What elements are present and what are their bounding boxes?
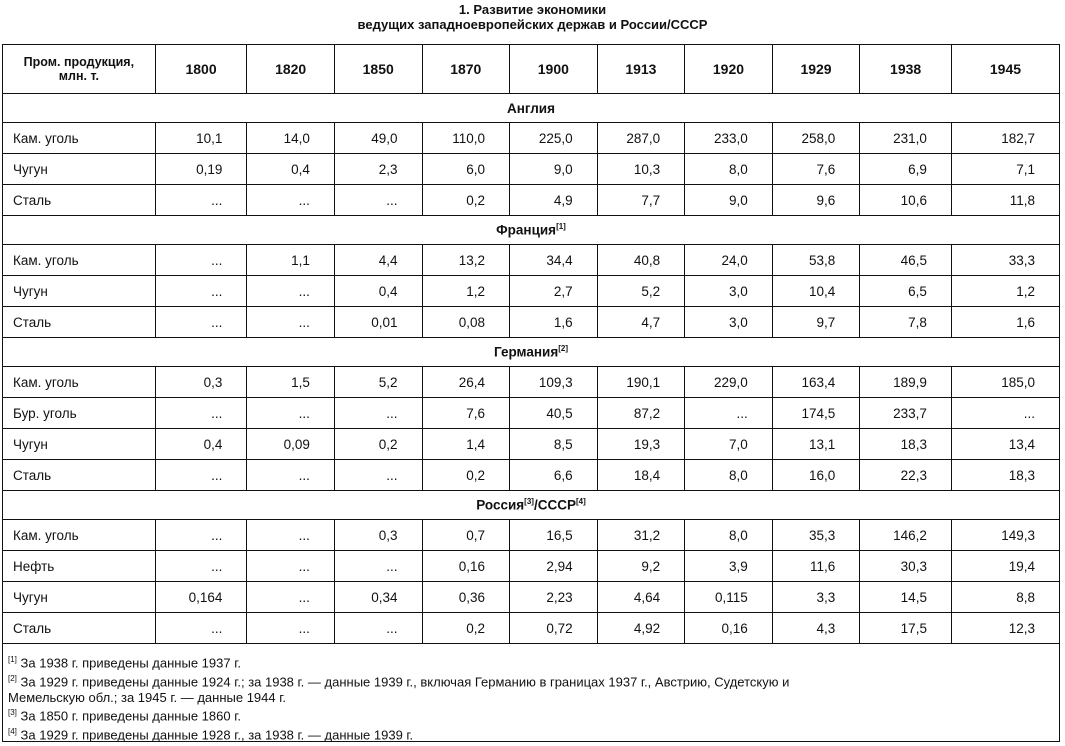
row-label: Сталь <box>3 185 156 216</box>
table-cell: ... <box>155 307 247 338</box>
year-header: 1800 <box>155 45 247 94</box>
table-cell: 10,1 <box>155 123 247 154</box>
title-line-2: ведущих западноевропейских держав и России/СССР <box>357 17 708 32</box>
table-cell: 8,0 <box>685 520 773 551</box>
table-cell: 3,0 <box>685 307 773 338</box>
table-row <box>3 185 1060 216</box>
table-cell: 12,3 <box>951 613 1059 644</box>
row-label: Сталь <box>3 307 156 338</box>
table-cell: 8,0 <box>685 460 773 491</box>
table-title <box>0 2 1065 32</box>
footnote-mark: [1] <box>8 655 17 664</box>
table-cell: 18,4 <box>597 460 685 491</box>
table-cell: 6,5 <box>860 276 952 307</box>
table-row <box>3 276 1060 307</box>
table-cell: 87,2 <box>597 398 685 429</box>
table-cell: 110,0 <box>422 123 510 154</box>
year-header: 1870 <box>422 45 510 94</box>
table-row <box>3 367 1060 398</box>
table-cell: ... <box>247 276 335 307</box>
year-header: 1913 <box>597 45 685 94</box>
table-cell: 7,1 <box>951 154 1059 185</box>
section-footnote-mark: [4] <box>575 497 586 507</box>
footnote-mark: [3] <box>8 708 17 718</box>
table-row <box>3 398 1060 429</box>
section-footnote-mark: [1] <box>556 222 566 232</box>
table-cell: 4,7 <box>597 307 685 338</box>
section-title <box>3 338 1060 367</box>
corner-line-2: млн. т. <box>58 69 99 83</box>
table-cell: 233,7 <box>860 398 952 429</box>
table-cell: 287,0 <box>597 123 685 154</box>
table-cell: 9,7 <box>772 307 860 338</box>
row-label: Сталь <box>3 613 156 644</box>
table-cell: 258,0 <box>772 123 860 154</box>
table-cell: 2,3 <box>334 154 422 185</box>
row-label: Кам. уголь <box>3 245 156 276</box>
table-cell: 5,2 <box>334 367 422 398</box>
table-cell: 7,6 <box>422 398 510 429</box>
table-cell: 0,36 <box>422 582 510 613</box>
table-cell: 146,2 <box>860 520 952 551</box>
table-cell: 174,5 <box>772 398 860 429</box>
section-title <box>3 491 1060 520</box>
table-cell: 0,3 <box>334 520 422 551</box>
table-row <box>3 429 1060 460</box>
table-cell: 9,0 <box>685 185 773 216</box>
section-footnote-mark: [3] <box>524 497 534 507</box>
table-cell: 1,5 <box>247 367 335 398</box>
section-title <box>3 216 1060 245</box>
table-cell: 0,3 <box>155 367 247 398</box>
table-cell: 7,8 <box>860 307 952 338</box>
table-cell: 9,2 <box>597 551 685 582</box>
row-label: Чугун <box>3 429 156 460</box>
section-name: Англия <box>507 100 555 116</box>
table-cell: 24,0 <box>685 245 773 276</box>
year-header: 1850 <box>334 45 422 94</box>
table-cell: 10,3 <box>597 154 685 185</box>
table-cell: ... <box>155 613 247 644</box>
table-cell: 0,4 <box>155 429 247 460</box>
table-cell: 8,0 <box>685 154 773 185</box>
footnote-text: За 1850 г. приведены данные 1860 г. <box>16 708 241 724</box>
section-footnote-mark: [2] <box>558 344 568 354</box>
section-row <box>3 216 1060 245</box>
table-cell: 4,92 <box>597 613 685 644</box>
table-cell: 5,2 <box>597 276 685 307</box>
table-cell: 7,0 <box>685 429 773 460</box>
table-cell: 0,16 <box>685 613 773 644</box>
table-cell: 13,2 <box>422 245 510 276</box>
year-header: 1920 <box>685 45 773 94</box>
table-cell: 1,2 <box>422 276 510 307</box>
table-row <box>3 460 1060 491</box>
table-cell: ... <box>334 398 422 429</box>
table-cell: 0,72 <box>510 613 598 644</box>
row-label: Нефть <box>3 551 156 582</box>
table-cell: ... <box>247 613 335 644</box>
table-cell: 233,0 <box>685 123 773 154</box>
table-cell: 10,6 <box>860 185 952 216</box>
table-cell: 3,9 <box>685 551 773 582</box>
table-cell: 46,5 <box>860 245 952 276</box>
table-cell: 0,34 <box>334 582 422 613</box>
corner-line-1: Пром. продукция, <box>23 55 135 69</box>
table-cell: 0,19 <box>155 154 247 185</box>
table-cell: ... <box>685 398 773 429</box>
table-cell: ... <box>334 460 422 491</box>
table-cell: 1,2 <box>951 276 1059 307</box>
table-cell: ... <box>247 307 335 338</box>
table-cell: 19,4 <box>951 551 1059 582</box>
footnote <box>8 671 1048 690</box>
table-cell: 11,6 <box>772 551 860 582</box>
table-cell: 2,94 <box>510 551 598 582</box>
table-cell: 10,4 <box>772 276 860 307</box>
table-cell: ... <box>951 398 1059 429</box>
table-cell: 182,7 <box>951 123 1059 154</box>
table-cell: 4,9 <box>510 185 598 216</box>
table-cell: 14,0 <box>247 123 335 154</box>
table-cell: ... <box>155 398 247 429</box>
table-cell: ... <box>334 185 422 216</box>
table-cell: 17,5 <box>860 613 952 644</box>
table-cell: 0,01 <box>334 307 422 338</box>
footnote <box>8 724 1048 743</box>
table-cell: 0,2 <box>334 429 422 460</box>
table-cell: 13,1 <box>772 429 860 460</box>
table-cell: 2,7 <box>510 276 598 307</box>
table-cell: 14,5 <box>860 582 952 613</box>
table-cell: 18,3 <box>860 429 952 460</box>
year-header: 1945 <box>951 45 1059 94</box>
table-cell: 40,8 <box>597 245 685 276</box>
table-cell: ... <box>247 185 335 216</box>
row-label: Кам. уголь <box>3 123 156 154</box>
table-cell: 0,2 <box>422 185 510 216</box>
section-name: Россия <box>476 497 525 513</box>
table-cell: ... <box>247 551 335 582</box>
table-cell: 34,4 <box>510 245 598 276</box>
table-cell: 6,6 <box>510 460 598 491</box>
table-cell: 0,2 <box>422 460 510 491</box>
table-cell: 9,0 <box>510 154 598 185</box>
table-cell: 0,7 <box>422 520 510 551</box>
footnote-text: Мемельскую обл.; за 1945 г. — данные 1944 г. <box>8 689 286 705</box>
table-cell: 33,3 <box>951 245 1059 276</box>
table-cell: 18,3 <box>951 460 1059 491</box>
table-row <box>3 123 1060 154</box>
table-cell: 16,5 <box>510 520 598 551</box>
table-cell: 30,3 <box>860 551 952 582</box>
footnote-mark: [4] <box>8 726 17 736</box>
table-cell: 40,5 <box>510 398 598 429</box>
table-cell: 6,9 <box>860 154 952 185</box>
table-cell: 163,4 <box>772 367 860 398</box>
table-cell: ... <box>247 582 335 613</box>
table-cell: 3,3 <box>772 582 860 613</box>
table-cell: 3,0 <box>685 276 773 307</box>
table-cell: 8,8 <box>951 582 1059 613</box>
table-cell: ... <box>247 520 335 551</box>
table-cell: 231,0 <box>860 123 952 154</box>
table-cell: 4,4 <box>334 245 422 276</box>
footnote-text: За 1929 г. приведены данные 1928 г., за 1938 г. — данные 1939 г. <box>16 727 414 743</box>
footnote <box>8 705 1048 724</box>
table-cell: 19,3 <box>597 429 685 460</box>
table-cell: 0,164 <box>155 582 247 613</box>
table-cell: 229,0 <box>685 367 773 398</box>
title-line-1: 1. Развитие экономики <box>458 2 607 17</box>
table-cell: 4,64 <box>597 582 685 613</box>
table-cell: 189,9 <box>860 367 952 398</box>
table-cell: ... <box>334 613 422 644</box>
table-cell: 1,6 <box>951 307 1059 338</box>
row-label: Бур. уголь <box>3 398 156 429</box>
row-label: Кам. уголь <box>3 520 156 551</box>
table-cell: ... <box>247 398 335 429</box>
table-cell: ... <box>155 276 247 307</box>
footnote-text: За 1938 г. приведены данные 1937 г. <box>16 655 241 671</box>
table-row <box>3 520 1060 551</box>
table-cell: 6,0 <box>422 154 510 185</box>
table-cell: 1,1 <box>247 245 335 276</box>
table-cell: 26,4 <box>422 367 510 398</box>
table-row <box>3 307 1060 338</box>
year-header: 1929 <box>772 45 860 94</box>
row-label: Кам. уголь <box>3 367 156 398</box>
row-label: Чугун <box>3 582 156 613</box>
table-cell: 0,2 <box>422 613 510 644</box>
header-corner <box>3 45 156 94</box>
table-cell: 7,6 <box>772 154 860 185</box>
table-row <box>3 551 1060 582</box>
year-header: 1938 <box>860 45 952 94</box>
table-row <box>3 154 1060 185</box>
footnote-text: За 1929 г. приведены данные 1924 г.; за 1938 г. — данные 1939 г., включая Германию в границах 1937 г., Австрию, Судетскую и <box>16 674 790 690</box>
production-table <box>2 44 1060 644</box>
year-header: 1820 <box>247 45 335 94</box>
section-row <box>3 491 1060 520</box>
table-cell: 22,3 <box>860 460 952 491</box>
table-cell: 2,23 <box>510 582 598 613</box>
section-name: Франция <box>496 222 557 238</box>
header-row <box>3 45 1060 94</box>
row-label: Чугун <box>3 154 156 185</box>
table-cell: 11,8 <box>951 185 1059 216</box>
table-cell: 185,0 <box>951 367 1059 398</box>
table-cell: ... <box>155 520 247 551</box>
table-cell: ... <box>155 460 247 491</box>
section-row <box>3 94 1060 123</box>
table-cell: 190,1 <box>597 367 685 398</box>
section-name-secondary: /СССР <box>533 497 576 513</box>
table-cell: 31,2 <box>597 520 685 551</box>
table-cell: 16,0 <box>772 460 860 491</box>
table-cell: 0,08 <box>422 307 510 338</box>
table-cell: ... <box>155 551 247 582</box>
row-label: Сталь <box>3 460 156 491</box>
section-row <box>3 338 1060 367</box>
table-cell: 225,0 <box>510 123 598 154</box>
table-cell: 1,4 <box>422 429 510 460</box>
section-name: Германия <box>494 344 559 360</box>
footnote <box>8 652 1048 671</box>
table-cell: 1,6 <box>510 307 598 338</box>
table-cell: 4,3 <box>772 613 860 644</box>
table-cell: 0,115 <box>685 582 773 613</box>
table-cell: 7,7 <box>597 185 685 216</box>
footnote-mark: [2] <box>8 673 17 683</box>
table-cell: 0,4 <box>247 154 335 185</box>
table-cell: 35,3 <box>772 520 860 551</box>
table-cell: ... <box>155 185 247 216</box>
row-label: Чугун <box>3 276 156 307</box>
table-cell: 8,5 <box>510 429 598 460</box>
table-cell: 109,3 <box>510 367 598 398</box>
table-cell: ... <box>334 551 422 582</box>
table-cell: 53,8 <box>772 245 860 276</box>
year-header: 1900 <box>510 45 598 94</box>
table-row <box>3 613 1060 644</box>
table-cell: 0,09 <box>247 429 335 460</box>
table-cell: 0,16 <box>422 551 510 582</box>
table-cell: 13,4 <box>951 429 1059 460</box>
table-row <box>3 245 1060 276</box>
table-row <box>3 582 1060 613</box>
table-cell: 149,3 <box>951 520 1059 551</box>
table-cell: ... <box>155 245 247 276</box>
section-title <box>3 94 1060 123</box>
table-cell: 0,4 <box>334 276 422 307</box>
table-cell: 49,0 <box>334 123 422 154</box>
table-cell: ... <box>247 460 335 491</box>
footnotes <box>8 652 1048 743</box>
table-cell: 9,6 <box>772 185 860 216</box>
footnote <box>8 690 1048 706</box>
